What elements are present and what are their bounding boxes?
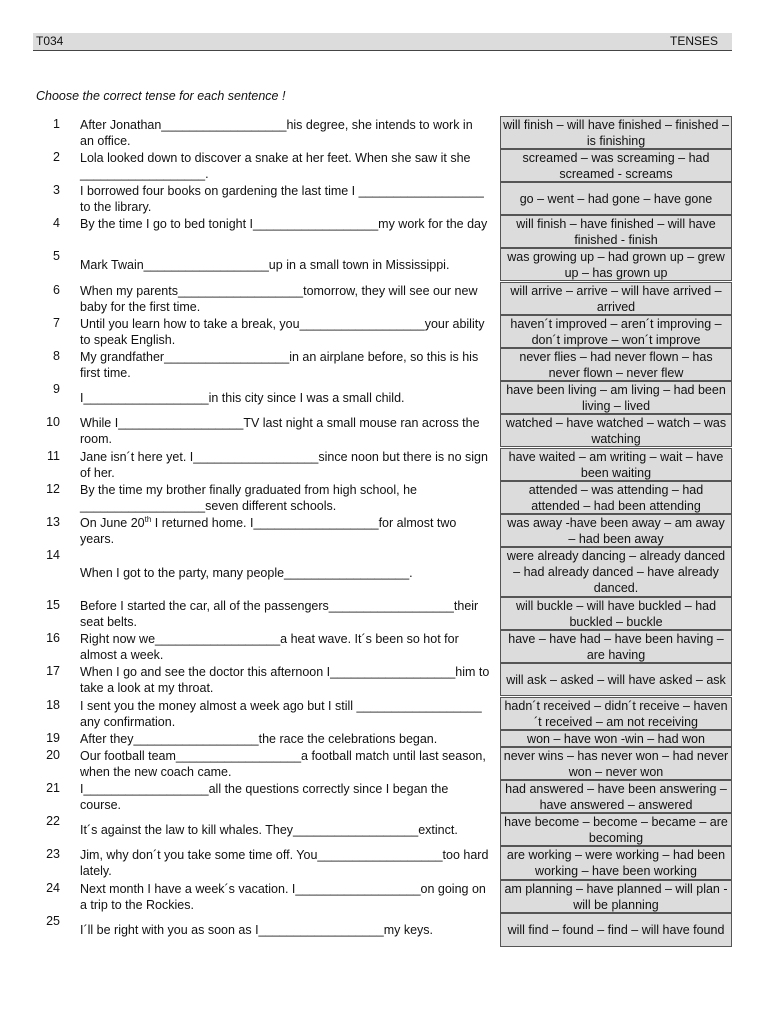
answer-options [500, 813, 732, 846]
question-row [0, 315, 768, 348]
question-text: Until you learn how to take a break, you__________________your ability to speak English. [80, 317, 485, 347]
answer-options-text: will finish – have finished – will have finished - finish [516, 216, 716, 247]
question-number: 6 [53, 283, 60, 297]
question-text: After they__________________the race the celebrations began. [80, 732, 438, 746]
question-text: When I got to the party, many people__________________. [80, 566, 413, 580]
answer-options [500, 747, 732, 780]
answer-options [500, 597, 732, 630]
question-row [0, 747, 768, 780]
answer-options-text: was growing up – had grown up – grew up – has grown up [507, 249, 725, 280]
question-row [0, 663, 768, 696]
answer-options [500, 149, 732, 182]
question-text: Jane isn´t here yet. I__________________since noon but there is no sign of her. [80, 450, 488, 480]
question-number: 4 [53, 216, 60, 230]
question-row [0, 514, 768, 547]
question-row [0, 846, 768, 880]
worksheet-code: T034 [36, 34, 64, 48]
question-number: 15 [46, 598, 60, 612]
answer-options-text: had answered – have been answering – have answered – answered [505, 781, 727, 812]
worksheet-topic: TENSES [669, 34, 718, 48]
question-row [0, 547, 768, 597]
question-number: 11 [47, 449, 60, 463]
answer-options-text: have – have had – have been having – are having [508, 631, 724, 662]
question-text: My grandfather__________________in an airplane before, so this is his first time. [80, 350, 479, 380]
question-row [0, 813, 768, 846]
question-row [0, 381, 768, 414]
answer-options [500, 880, 732, 913]
answer-options [500, 282, 732, 315]
question-text: While I__________________TV last night a small mouse ran across the room. [80, 416, 480, 446]
question-number: 19 [46, 731, 60, 745]
question-row [0, 282, 768, 315]
question-number: 3 [53, 183, 60, 197]
answer-options-text: was away -have been away – am away – had been away [507, 515, 725, 546]
question-row [0, 414, 768, 447]
answer-options-text: hadn´t received – didn´t receive – haven´t received – am not receiving [504, 698, 728, 729]
question-row [0, 182, 768, 215]
question-number: 2 [53, 150, 60, 164]
question-number: 14 [46, 548, 60, 562]
answer-options-text: are working – were working – had been working – have been working [506, 848, 726, 878]
answer-options [500, 663, 732, 696]
answer-options-text: have become – become – became – are becoming [504, 814, 728, 845]
answer-options-text: have been living – am living – had been living – lived [506, 382, 726, 413]
question-text [80, 515, 490, 547]
question-number: 9 [53, 382, 60, 396]
answer-options [500, 348, 732, 381]
question-row [0, 215, 768, 248]
answer-options [500, 630, 732, 663]
answer-options-text: attended – was attending – had attended – had been attending [528, 482, 704, 513]
answer-options [500, 381, 732, 414]
question-text: By the time I go to bed tonight I__________________my work for the day [80, 217, 488, 231]
question-number: 5 [53, 249, 60, 263]
answer-options [500, 116, 732, 149]
question-row [0, 248, 768, 281]
answer-options [500, 481, 732, 514]
answer-options-text: have waited – am writing – wait – have been waiting [508, 449, 724, 480]
question-row [0, 630, 768, 663]
question-number: 17 [46, 664, 60, 678]
question-number: 7 [53, 316, 60, 330]
question-row [0, 880, 768, 913]
question-text: Our football team__________________a football match until last season, when the new coach came. [80, 749, 486, 779]
answer-options [500, 414, 732, 447]
answer-options-text: will arrive – arrive – will have arrived – arrived [510, 283, 722, 314]
question-text: I sent you the money almost a week ago but I still __________________ any confirmation. [80, 699, 482, 729]
question-row [0, 348, 768, 381]
question-number: 10 [46, 415, 60, 429]
answer-options-text: never wins – has never won – had never won – never won [503, 748, 729, 779]
answer-options-text: never flies – had never flown – has never flown – never flew [519, 349, 713, 380]
question-text: Right now we__________________a heat wave. It´s been so hot for almost a week. [80, 632, 459, 662]
question-row [0, 730, 768, 747]
question-text: I__________________in this city since I was a small child. [80, 391, 405, 405]
question-text-part: On June 20 [80, 516, 145, 530]
answer-options-text: will buckle – will have buckled – had buckled – buckle [515, 598, 717, 629]
answer-options-text: haven´t improved – aren´t improving – don´t improve – won´t improve [510, 316, 722, 347]
answer-options-text: screamed – was screaming – had screamed - screams [522, 150, 710, 181]
question-row [0, 149, 768, 182]
question-number: 24 [46, 881, 60, 895]
answer-options-text: watched – have watched – watch – was watching [505, 415, 727, 446]
question-row [0, 448, 768, 481]
question-text: Before I started the car, all of the passengers__________________their seat belts. [80, 599, 479, 629]
answer-options [500, 780, 732, 813]
question-number: 1 [53, 117, 60, 131]
question-text: It´s against the law to kill whales. They__________________extinct. [80, 823, 458, 837]
question-text: I borrowed four books on gardening the last time I __________________ to the library. [80, 184, 484, 214]
question-text: By the time my brother finally graduated from high school, he __________________seven different schools. [80, 483, 417, 513]
question-number: 16 [46, 631, 60, 645]
answer-options-text: will finish – will have finished – finished – is finishing [503, 117, 729, 148]
answer-options [500, 730, 732, 747]
answer-options-text: won – have won -win – had won [527, 731, 705, 746]
ordinal-suffix: th [144, 514, 152, 524]
answer-options-text: were already dancing – already danced – had already danced – have already danced. [506, 549, 726, 595]
answer-options [500, 182, 732, 215]
question-text: Mark Twain__________________up in a small town in Mississippi. [80, 258, 450, 272]
question-row [0, 597, 768, 630]
question-text: Lola looked down to discover a snake at her feet. When she saw it she __________________. [80, 151, 471, 181]
question-text-part: I returned home. I__________________for almost two years. [80, 516, 457, 546]
answer-options [500, 315, 732, 348]
question-text: I´ll be right with you as soon as I__________________my keys. [80, 923, 434, 937]
answer-options [500, 514, 732, 547]
answer-options [500, 448, 732, 481]
question-number: 22 [46, 814, 60, 828]
page-header [33, 33, 732, 51]
question-text: Next month I have a week´s vacation. I__________________on going on a trip to the Rockies. [80, 882, 486, 912]
question-row [0, 116, 768, 149]
answer-options [500, 697, 732, 730]
question-text: After Jonathan__________________his degree, she intends to work in an office. [80, 118, 473, 148]
question-row [0, 913, 768, 947]
answer-options-text: am planning – have planned – will plan -will be planning [504, 881, 728, 912]
answer-options [500, 913, 732, 947]
question-number: 12 [46, 482, 60, 496]
question-row [0, 780, 768, 813]
instruction: Choose the correct tense for each sentence ! [36, 89, 286, 103]
answer-options [500, 248, 732, 281]
question-text: I__________________all the questions correctly since I began the course. [80, 782, 449, 812]
question-number: 25 [46, 914, 60, 928]
question-text: When my parents__________________tomorrow, they will see our new baby for the first time. [80, 284, 478, 314]
question-row [0, 481, 768, 514]
answer-options [500, 547, 732, 597]
question-text: Jim, why don´t you take some time off. You__________________too hard lately. [80, 848, 489, 878]
answer-options-text: will ask – asked – will have asked – ask [506, 672, 726, 687]
question-number: 18 [46, 698, 60, 712]
answer-options [500, 846, 732, 880]
question-number: 13 [46, 515, 60, 529]
question-number: 20 [46, 748, 60, 762]
question-text: When I go and see the doctor this afternoon I__________________him to take a look at my throat. [80, 665, 490, 695]
answer-options-text: go – went – had gone – have gone [519, 191, 713, 206]
answer-options [500, 215, 732, 248]
question-number: 21 [46, 781, 60, 795]
question-number: 8 [53, 349, 60, 363]
question-row [0, 697, 768, 730]
answer-options-text: will find – found – find – will have found [507, 923, 725, 937]
question-number: 23 [46, 847, 60, 861]
